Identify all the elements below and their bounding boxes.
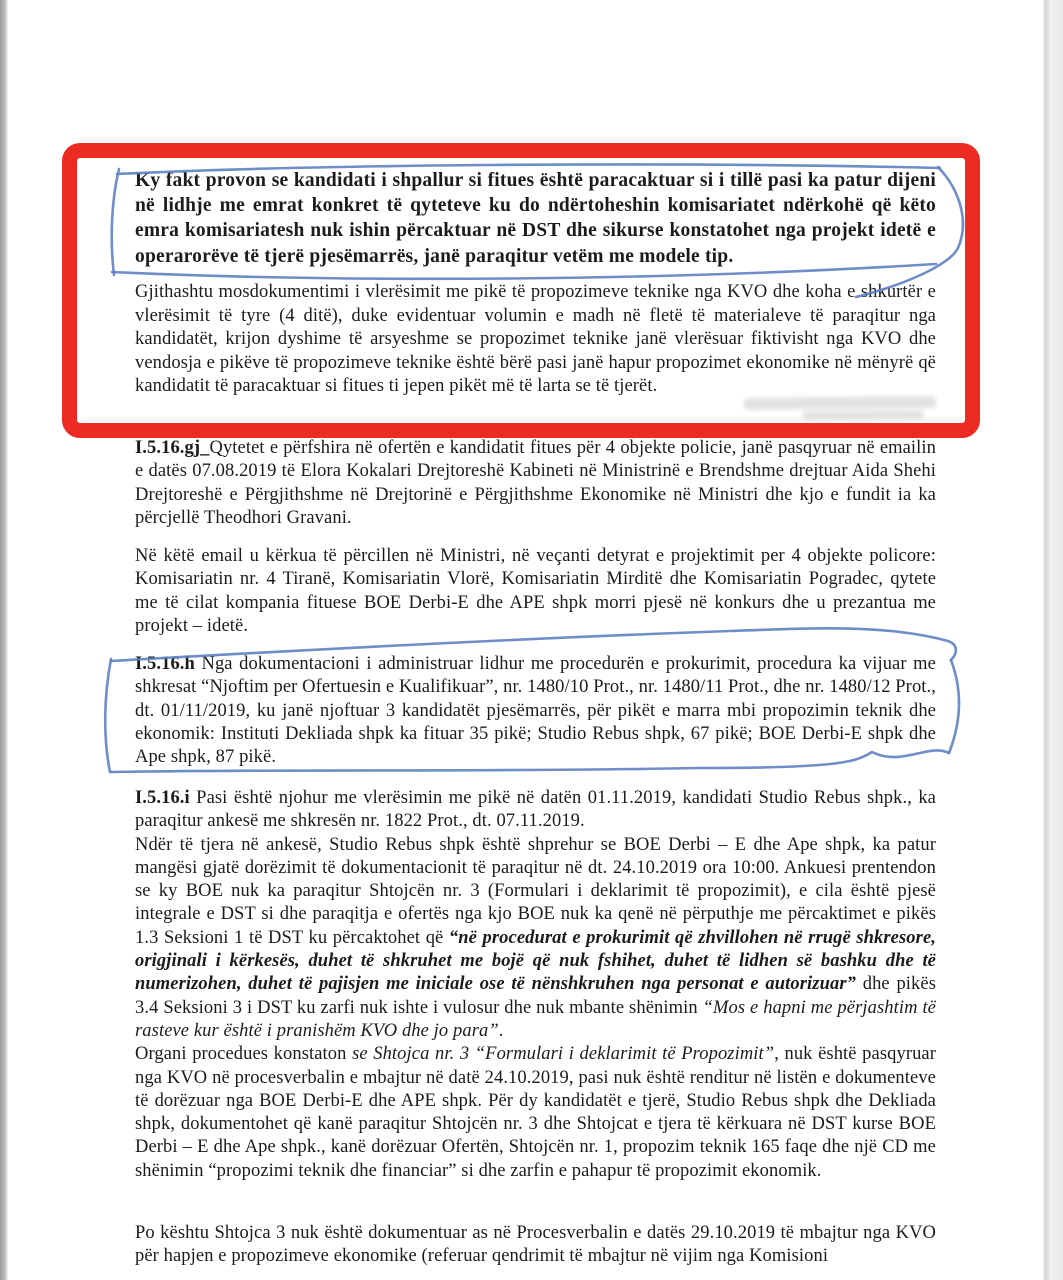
- paragraph-text: Po kështu Shtojca 3 nuk është dokumentuar as në Procesverbalin e datës 29.10.2019 të mbajtur nga KVO për hapjen e propozimeve ekonomike (referuar qendrimit të mbajtur në vijim nga Komisioni: [135, 1223, 936, 1267]
- paragraph-text: , nuk është pasqyruar nga KVO në procesverbalin e mbajtur në datë 24.10.2019, pasi nuk është renditur në listën e dokumenteve të dorëzuar nga BOE Derbi-E dhe APE shpk. Për dy kandidatët e tjerë, Studio Rebus shpk dhe Dekliada shpk, dokumentohet që kanë paraqitur Shtojcën nr. 3 dhe Shtojcat e tjera të kërkuara në DST kurse BOE Derbi – E dhe Ape shpk., kanë dorëzuar Ofertën, Shtojcën nr. 1, propozim teknik 165 faqe dhe një CD me shënimin “propozimi teknik dhe financiar” si dhe zarfin e pahapur të propozimit ekonomik.: [135, 1044, 937, 1181]
- complaint-paragraph: [135, 834, 936, 1044]
- organi-paragraph: [135, 1043, 936, 1183]
- section-i516gj: [135, 437, 936, 530]
- paragraph-text: Ndër të tjera në ankesë, Studio Rebus shpk është shprehur se BOE Derbi – E dhe Ape shpk, ka patur mangësi gjatë dorëzimit të dokumentacionit të paraqitur në dt. 24.10.2019 ora 10:00. Ankuesi prentendon se ky BOE nuk ka paraqitur Shtojcën nr. 3 (Formulari i deklarimit të propozimit), e cila është pjesë integrale e DST si dhe paraqitja e ofertës nga kjo BOE nuk ka qenë në përputhje me përcaktimet e pikës 1.3 Seksioni 1 të DST ku përcaktohet që: [135, 834, 936, 948]
- section-text: Qytetet e përfshira në ofertën e kandidatit fitues për 4 objekte policie, janë pasqyruar në emailin e datës 07.08.2019 të Elora Kokalari Drejtoreshë Kabineti në Ministrinë e Brendshme drejtuar Aida Shehi Drejtoreshë e Përgjithshme në Drejtorinë e Përgjithshme Ekonomike në Ministri dhe kjo e fundit ia ka përcjellë Theodhori Gravani.: [135, 438, 936, 528]
- scan-edge-left: [0, 0, 8, 1280]
- section-text: Nga dokumentacioni i administruar lidhur me procedurën e prokurimit, procedura ka vijuar me shkresat “Njoftim per Ofertuesin e Kualifikuar”, nr. 1480/10 Prot., nr. 1480/11 Prot., dhe nr. 1480/12 Prot., dt. 01/11/2019, ku janë njoftuar 3 kandidatët pjesëmarrës, për pikët e marra mbi propozimin teknik dhe ekonomik: Instituti Dekliada shpk ka fituar 35 pikë; Studio Rebus shpk, 67 pikë; BOE Derbi-E shpk dhe Ape shpk, 87 pikë.: [135, 654, 936, 768]
- envelope-quote-text: “Mos e hapni me përjashtim të rasteve kur është i pranishëm KVO dhe jo para”: [135, 997, 936, 1041]
- shtojca-quote-text: se Shtojca nr. 3 “Formulari i deklarimit të Propozimit”: [352, 1044, 775, 1065]
- paragraph-text: Ky fakt provon se kandidati i shpallur si fitues është paracaktuar si i tillë pasi ka patur dijeni në lidhje me emrat konkret të qyteteve ku do ndërtoheshin komisariatet ndërkohë që këto emra komisariatesh nuk ishin përcaktuar në DST dhe sikurse konstatohet nga projekt idetë e operarorëve të tjerë pjesëmarrës, janë paraqitur vetëm me modele tip.: [135, 170, 936, 267]
- closing-paragraph: [135, 1222, 936, 1269]
- section-text: Pasi është njohur me vlerësimin me pikë në datën 01.11.2019, kandidati Studio Rebus shpk., ka paraqitur ankesë me shkresën nr. 1822 Prot., dt. 07.11.2019.: [135, 788, 936, 832]
- section-i516h: [135, 653, 936, 769]
- scan-edge-right: [1042, 0, 1063, 1280]
- highlighted-conclusion-paragraph: [135, 168, 936, 269]
- pen-circle-right: [949, 660, 959, 753]
- paragraph-text: Gjithashtu mosdokumentimi i vlerësimit me pikë të propozimeve teknike nga KVO dhe koha e shkurtër e vlerësimit të tyre (4 ditë), duke evidentuar volumin e madh në fletë të materialeve të paraqitur nga kandidatët, krijon dyshime të arsyeshme se propozimet teknike janë vlerësuar fiktivisht nga KVO dhe vendosja e pikëve të propozimeve teknike është bërë pasi janë hapur propozimet ekonomike në mënyrë që kandidatit të paracaktuar si fitues ti jepen pikët më të larta se të tjerët.: [135, 282, 936, 396]
- section-i516i-block: [135, 787, 936, 1183]
- section-i516i: [135, 787, 936, 834]
- paragraph-text: Organi procedues konstaton: [135, 1044, 353, 1065]
- paragraph-text: dhe pikës 3.4 Seksioni 3 i DST ku zarfi nuk ishte i vulosur dhe nuk mbante shënimin: [135, 974, 937, 1018]
- pen-circle-left: [105, 659, 111, 772]
- dst-quote-text: “në procedurat e prokurimit që zhvillohen në rrugë shkresore, origjinali i kërkesës, duhet të shkruhet me bojë që nuk fshihet, duhet të lidhen së bashku dhe të numerizohen, duhet të pajisjen me iniciale ose të nënshkruhen nga personat e autorizuar”: [135, 927, 936, 995]
- section-label: I.5.16.gj_: [135, 438, 210, 458]
- section-label: I.5.16.i: [135, 788, 190, 808]
- paragraph-text: Në këtë email u kërkua të përcillen në Ministri, në veçanti detyrat e projektimit per 4 objekte policore: Komisariatin nr. 4 Tiranë, Komisariatin Vlorë, Komisariatin Mirditë dhe Komisariatin Pogradec, qytete me të cilat kompania fituese BOE Derbi-E dhe APE shpk morri pjesë në konkurs dhe u prezantua me projekt – idetë.: [135, 546, 936, 636]
- section-label: I.5.16.h: [135, 654, 195, 674]
- paragraph-text: .: [498, 1020, 504, 1041]
- kvo-evaluation-paragraph: [135, 281, 936, 399]
- email-detail-paragraph: [135, 545, 936, 638]
